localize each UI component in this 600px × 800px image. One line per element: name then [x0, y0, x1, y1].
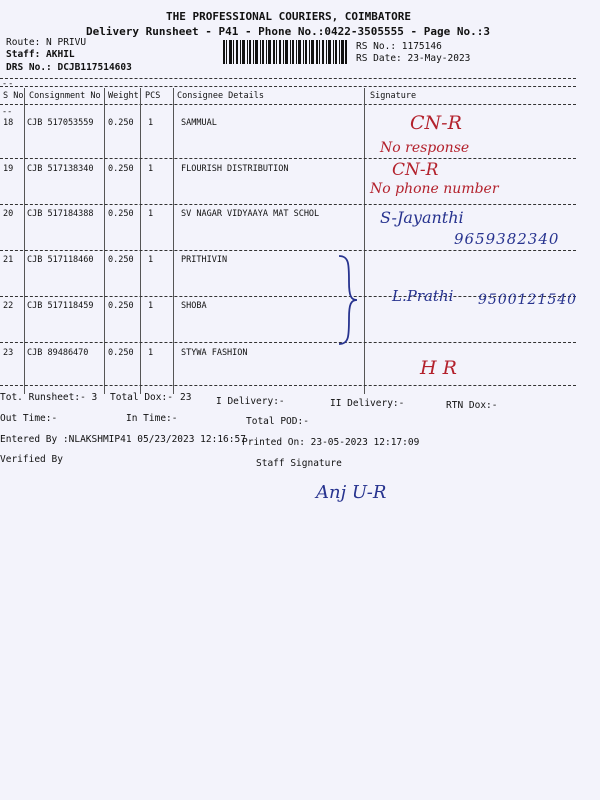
column-line: [140, 88, 141, 394]
row-pcs: 1: [148, 118, 154, 128]
divider-marks: --: [2, 107, 13, 117]
col-header-consignment: Consignment No: [29, 91, 101, 101]
row-pcs: 1: [148, 255, 154, 265]
col-header-sno: S No: [3, 91, 24, 101]
row-weight: 0.250: [108, 348, 134, 358]
row-consignee: SV NAGAR VIDYAAYA MAT SCHOL: [181, 209, 320, 219]
total-runsheet: Tot. Runsheet:- 3: [0, 392, 98, 403]
in-time: In Time:-: [126, 413, 178, 424]
col-header-pcs: PCS: [145, 91, 161, 101]
row-divider: [0, 158, 576, 159]
row-consignment: CJB 517118460: [27, 255, 94, 265]
col-header-consignee: Consignee Details: [177, 91, 264, 101]
staff-signature-label: Staff Signature: [256, 458, 342, 469]
row-weight: 0.250: [108, 301, 134, 311]
handwritten-note: No phone number: [370, 181, 499, 197]
staff-label: Staff: AKHIL: [6, 49, 75, 60]
row-consignee: STYWA FASHION: [181, 348, 248, 358]
column-line: [173, 88, 174, 394]
handwritten-note: CN-R: [410, 112, 462, 134]
handwritten-note: No response: [380, 140, 470, 156]
out-time: Out Time:-: [0, 413, 58, 424]
rs-date: RS Date: 23-May-2023: [356, 53, 471, 64]
column-line: [24, 88, 25, 394]
row-weight: 0.250: [108, 164, 134, 174]
entered-by: Entered By :NLAKSHMIP41 05/23/2023 12:16:57: [0, 434, 246, 445]
handwritten-note: H R: [420, 357, 457, 379]
row-divider: [0, 385, 576, 386]
barcode: [223, 40, 348, 64]
total-pod: Total POD:-: [246, 416, 309, 427]
column-line: [104, 88, 105, 394]
row-pcs: 1: [148, 209, 154, 219]
total-dox-value: 23: [180, 392, 192, 403]
route-label: Route: N PRIVU: [6, 37, 87, 48]
col-header-weight: Weight: [108, 91, 139, 101]
row-consignee: PRITHIVIN: [181, 255, 228, 265]
handwritten-signature: L.Prathi: [392, 287, 454, 305]
row-consignee: SAMMUAL: [181, 118, 217, 128]
row-consignment: CJB 89486470: [27, 348, 89, 358]
divider: [0, 104, 576, 105]
row-divider: [0, 342, 576, 343]
runsheet-subtitle: Delivery Runsheet - P41 - Phone No.:0422-3505555 - Page No.:3: [86, 25, 490, 38]
staff-signature: Anj U-R: [316, 482, 387, 503]
row-pcs: 1: [148, 348, 154, 358]
row-consignment: CJB 517118459: [27, 301, 94, 311]
company-title: THE PROFESSIONAL COURIERS, COIMBATORE: [166, 10, 412, 23]
verified-by: Verified By: [0, 454, 63, 465]
divider-marks: --: [2, 79, 15, 89]
row-sno: 23: [3, 348, 14, 358]
row-divider: [0, 250, 576, 251]
row-weight: 0.250: [108, 118, 134, 128]
brace-mark: [335, 252, 363, 348]
row-consignment: CJB 517184388: [27, 209, 94, 219]
row-consignment: CJB 517138340: [27, 164, 94, 174]
row-divider: [0, 204, 576, 205]
handwritten-note: CN-R: [392, 160, 439, 180]
row-weight: 0.250: [108, 209, 134, 219]
rs-number: RS No.: 1175146: [356, 41, 442, 52]
row-pcs: 1: [148, 301, 154, 311]
row-sno: 20: [3, 209, 14, 219]
row-sno: 18: [3, 118, 14, 128]
column-line: [364, 88, 365, 394]
divider: [0, 86, 576, 87]
total-dox-label: Total Dox:-: [110, 392, 173, 403]
row-sno: 22: [3, 301, 14, 311]
handwritten-phone: 9500121540: [478, 292, 578, 308]
divider: [0, 78, 576, 79]
rtn-dox: RTN Dox:-: [446, 400, 498, 411]
row-pcs: 1: [148, 164, 154, 174]
row-consignment: CJB 517053559: [27, 118, 94, 128]
col-header-signature: Signature: [370, 91, 417, 101]
row-consignee: FLOURISH DISTRIBUTION: [181, 164, 289, 174]
handwritten-phone: 9659382340: [454, 230, 560, 248]
row-sno: 19: [3, 164, 14, 174]
handwritten-signature: S-Jayanthi: [380, 208, 464, 227]
printed-on: Printed On: 23-05-2023 12:17:09: [242, 437, 420, 448]
ii-delivery: II Delivery:-: [330, 398, 405, 409]
row-weight: 0.250: [108, 255, 134, 265]
drs-number: DRS No.: DCJB117514603: [6, 62, 132, 73]
i-delivery: I Delivery:-: [216, 396, 285, 407]
row-consignee: SHOBA: [181, 301, 207, 311]
row-sno: 21: [3, 255, 14, 265]
